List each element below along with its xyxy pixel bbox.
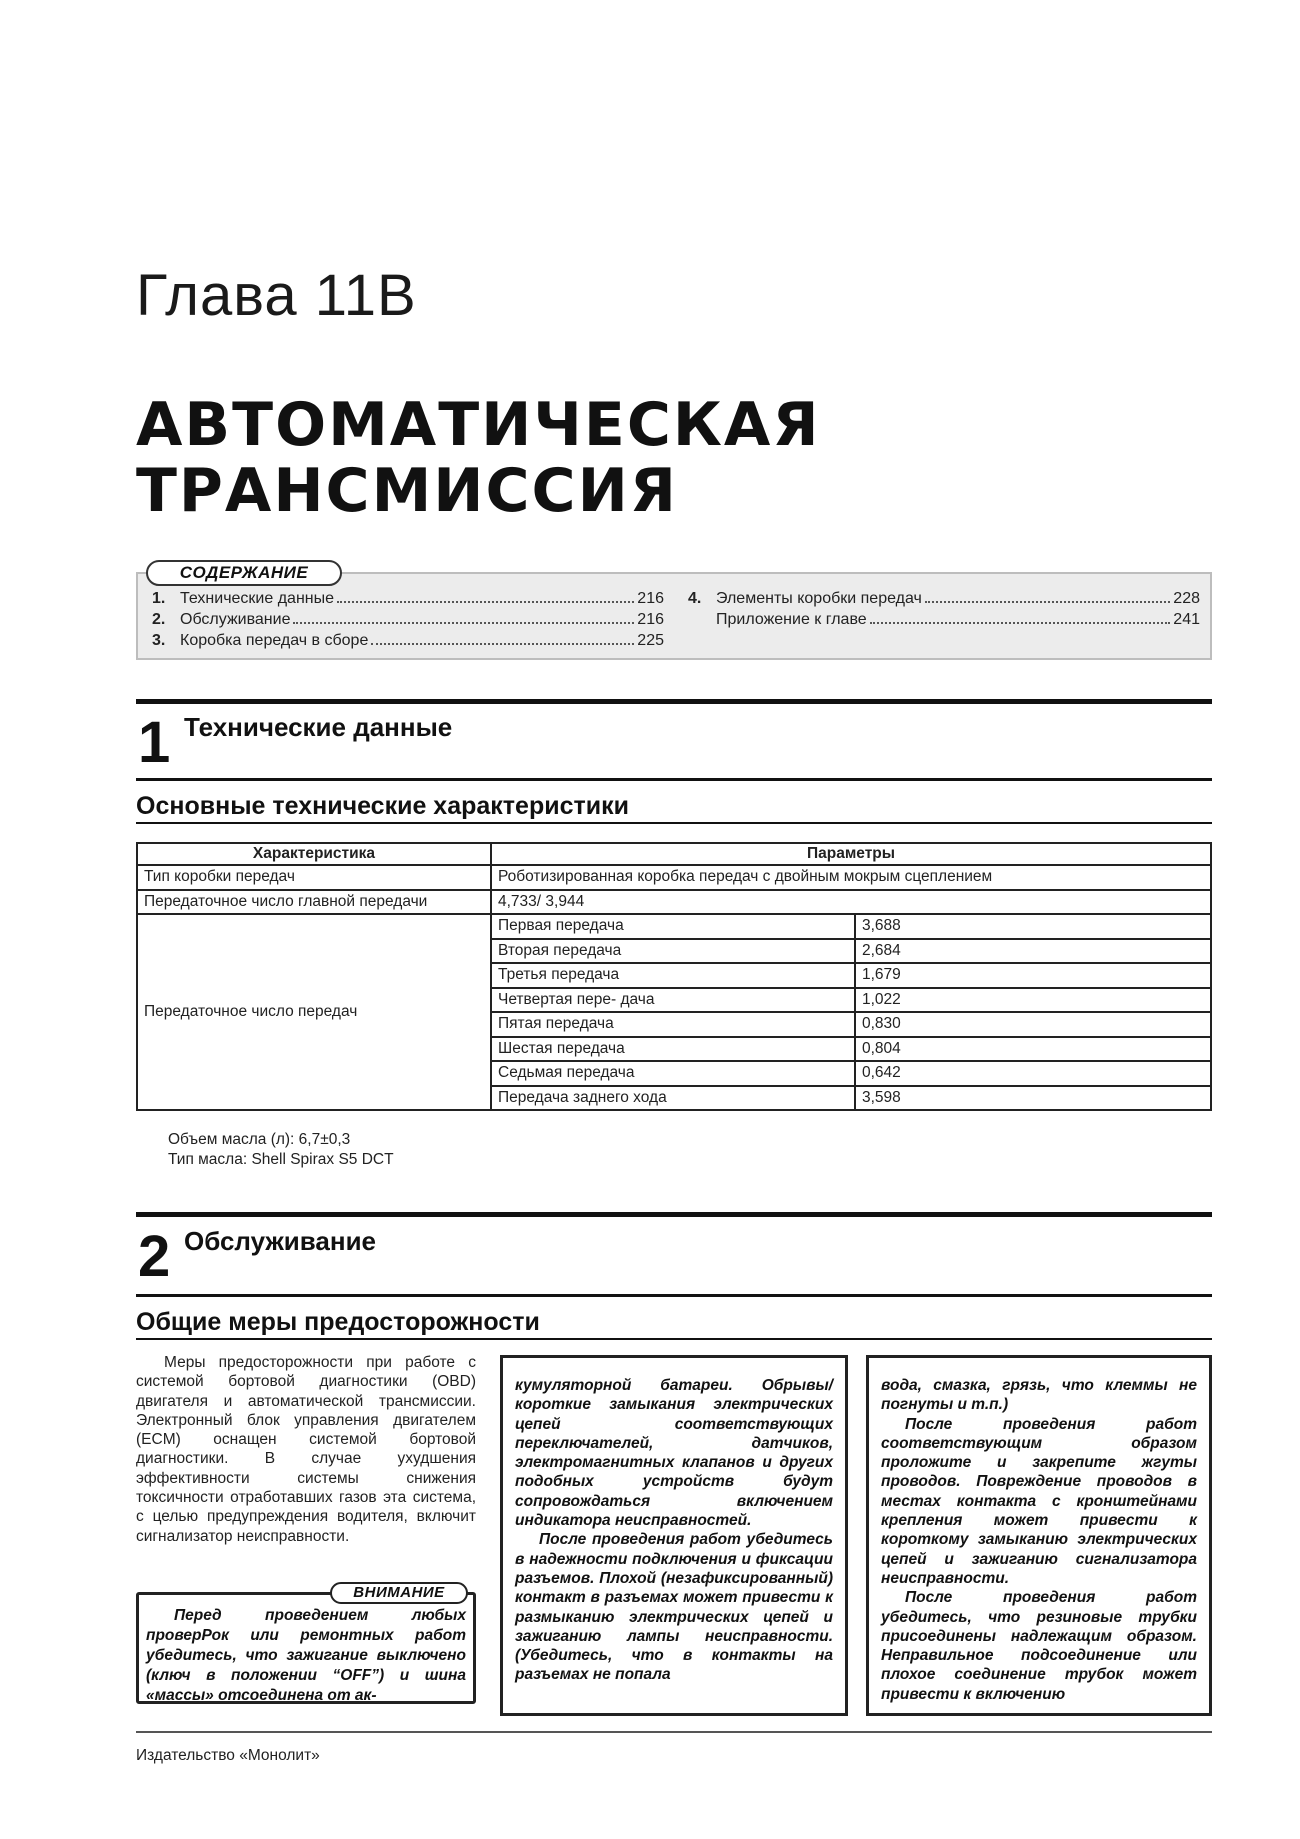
gear-name: Вторая передача — [491, 939, 855, 964]
obd-paragraph: Меры предосторожности при работе с системой бортовой диагностики (OBD) двигателя и автоматической трансмиссии. Электронный блок управления двигателем (ECM) оснащен системой бортовой диагностики. В случае ухудшения эффективности системы снижения токсичности отработавших газов эта система, с целью предупреждения водителя, включит сигнализатор неисправности. — [136, 1354, 476, 1545]
toc-item-label: Технические данные — [180, 590, 335, 607]
toc-item-num: 2. — [152, 611, 166, 628]
table-cell-label: Тип коробки передач — [137, 865, 491, 890]
publisher-footer: Издательство «Монолит» — [136, 1747, 320, 1764]
section2-subrule — [136, 1294, 1212, 1297]
toc-leader-dots — [293, 622, 634, 624]
toc-left-column — [152, 590, 664, 653]
toc-item[interactable] — [152, 632, 664, 653]
footer-rule — [136, 1731, 1212, 1733]
note-paragraph: После проведения работ убедитесь в надежности подключения и фиксации разъемов. Плохой (незафиксированный) контакт в разъемах может привести к размыканию электрических цепей и зажиганию лампы неисправности. (Убедитесь, что в контакты на разъемах не попала — [515, 1531, 833, 1684]
note-box-right — [866, 1355, 1212, 1716]
gear-ratio: 0,830 — [855, 1012, 1211, 1037]
table-row — [137, 890, 1211, 915]
gear-ratio: 3,688 — [855, 914, 1211, 939]
section1-rule — [136, 699, 1212, 704]
gear-ratio: 1,679 — [855, 963, 1211, 988]
gear-ratio: 1,022 — [855, 988, 1211, 1013]
toc-item[interactable] — [152, 590, 664, 611]
toc-heading: СОДЕРЖАНИЕ — [146, 560, 342, 586]
chapter-label: Глава 11В — [136, 263, 417, 328]
spec-table — [136, 842, 1212, 1111]
section1-subtitle: Основные технические характеристики — [136, 792, 629, 820]
toc-item-num: 3. — [152, 632, 166, 649]
gear-ratio: 0,642 — [855, 1061, 1211, 1086]
toc-item[interactable] — [688, 590, 1200, 611]
table-cell-value: 4,733/ 3,944 — [491, 890, 1211, 915]
gear-name: Седьмая передача — [491, 1061, 855, 1086]
toc-item-label: Приложение к главе — [716, 611, 867, 628]
section2-title: Обслуживание — [184, 1226, 377, 1256]
table-header: Параметры — [491, 843, 1211, 865]
section2-rule — [136, 1212, 1212, 1217]
gear-ratio: 0,804 — [855, 1037, 1211, 1062]
gear-name: Третья передача — [491, 963, 855, 988]
table-row — [137, 865, 1211, 890]
toc-leader-dots — [870, 622, 1171, 624]
note-paragraph: После проведения работ убедитесь, что резиновые трубки присоединены надлежащим образом. Неправильное подсоединение или плохое соединение трубок может привести к включению — [881, 1589, 1197, 1703]
section1-title: Технические данные — [184, 712, 453, 742]
warning-heading: ВНИМАНИЕ — [330, 1582, 468, 1604]
toc-item-page: 241 — [1173, 611, 1200, 628]
toc-right-column — [688, 590, 1200, 632]
table-cell-value: Роботизированная коробка передач с двойным мокрым сцеплением — [491, 865, 1211, 890]
note-paragraph: вода, смазка, грязь, что клеммы не погнуты и т.п.) — [881, 1377, 1197, 1414]
gear-ratio: 2,684 — [855, 939, 1211, 964]
section2-subtitle: Общие меры предосторожности — [136, 1308, 540, 1336]
toc-item-label: Коробка передач в сборе — [180, 632, 369, 649]
toc-item-num: 1. — [152, 590, 166, 607]
section1-subrule — [136, 778, 1212, 781]
toc-leader-dots — [371, 643, 634, 645]
gear-ratio: 3,598 — [855, 1086, 1211, 1111]
gear-name: Пятая передача — [491, 1012, 855, 1037]
gear-name: Шестая передача — [491, 1037, 855, 1062]
toc-item-page: 216 — [637, 590, 664, 607]
chapter-title-line1: АВТОМАТИЧЕСКАЯ — [136, 390, 821, 460]
toc-item-page: 225 — [637, 632, 664, 649]
section1-number: 1 — [138, 710, 171, 775]
table-cell-label: Передаточное число главной передачи — [137, 890, 491, 915]
oil-volume-note: Объем масла (л): 6,7±0,3 — [168, 1131, 351, 1148]
table-header-row — [137, 843, 1211, 865]
toc-leader-dots — [337, 601, 634, 603]
section1-subtitle-rule — [136, 822, 1212, 824]
gear-name: Передача заднего хода — [491, 1086, 855, 1111]
toc-item-label: Элементы коробки передач — [716, 590, 922, 607]
table-header: Характеристика — [137, 843, 491, 865]
gear-name: Первая передача — [491, 914, 855, 939]
toc-item[interactable] — [688, 611, 1200, 632]
chapter-title-line2: ТРАНСМИССИЯ — [136, 456, 678, 526]
note-box-middle — [500, 1355, 848, 1716]
gear-name: Четвертая пере- дача — [491, 988, 855, 1013]
toc-item-num: 4. — [688, 590, 702, 607]
section2-number: 2 — [138, 1224, 171, 1289]
toc-leader-dots — [925, 601, 1170, 603]
warning-text: Перед проведением любых проверРок или ремонтных работ убедитесь, что зажигание выключено (ключ в положении “OFF”) и шина «массы» отсоединена от ак- — [146, 1607, 466, 1704]
section2-subtitle-rule — [136, 1338, 1212, 1340]
chapter-title — [136, 392, 821, 524]
note-paragraph: кумуляторной батареи. Обрывы/ короткие замыкания электрических цепей соответствующих переключателей, датчиков, электромагнитных клапанов и других подобных устройств будут сопровождаться включением индикатора неисправностей. — [515, 1377, 833, 1530]
table-cell-group-label: Передаточное число передач — [137, 914, 491, 1110]
toc-item-label: Обслуживание — [180, 611, 291, 628]
oil-notes — [168, 1130, 394, 1170]
toc-item-page: 216 — [637, 611, 664, 628]
note-paragraph: После проведения работ соответствующим образом проложите и закрепите жгуты проводов. Повреждение проводов в местах контакта с кронштейнами крепления может привести к короткому замыканию электрических цепей и зажиганию сигнализатора неисправности. — [881, 1415, 1197, 1587]
oil-type-note: Тип масла: Shell Spirax S5 DCT — [168, 1151, 394, 1168]
toc-item-page: 228 — [1173, 590, 1200, 607]
toc-item[interactable] — [152, 611, 664, 632]
table-row — [137, 914, 1211, 939]
